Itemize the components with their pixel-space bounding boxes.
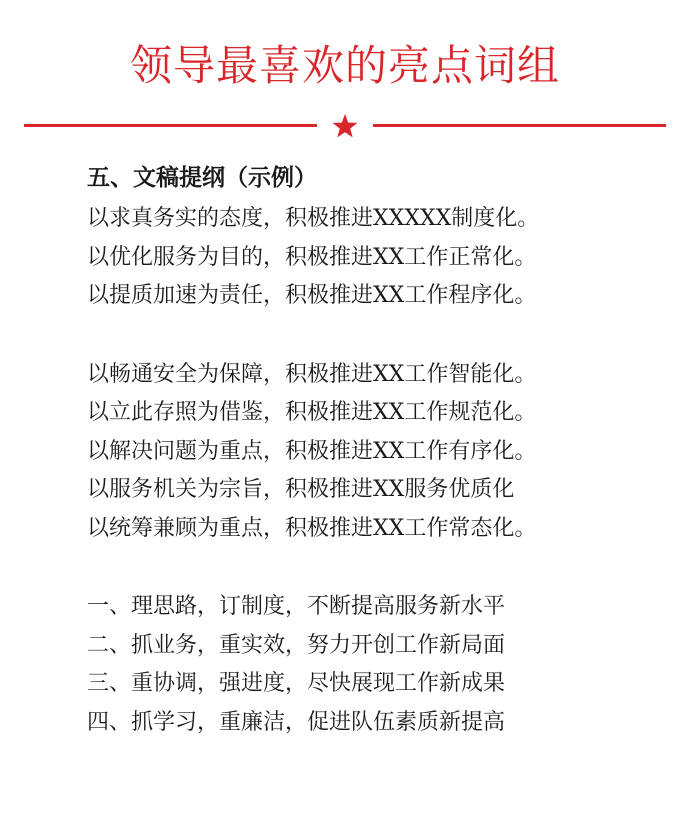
outline-content — [87, 160, 667, 742]
star-icon — [332, 113, 358, 139]
section-heading: 五、文稿提纲（示例） — [87, 164, 317, 191]
divider-line-left — [24, 124, 317, 127]
title-divider — [24, 115, 666, 137]
phrase-line: 以立此存照为借鉴，积极推进XX工作规范化。 — [87, 400, 537, 425]
page-title: 领导最喜欢的亮点词组 — [129, 41, 560, 90]
phrase-line: 以提质加速为责任，积极推进XX工作程序化。 — [87, 283, 537, 308]
divider-line-right — [373, 124, 666, 127]
outline-line: 四、抓学习，重廉洁，促进队伍素质新提高 — [87, 709, 506, 735]
phrase-line: 以优化服务为目的，积极推进XX工作正常化。 — [87, 244, 537, 270]
group-spacer — [87, 316, 667, 356]
phrase-line: 以求真务实的态度，积极推进XXXXX制度化。 — [87, 206, 540, 231]
phrase-line: 以服务机关为宗旨，积极推进XX服务优质化 — [87, 477, 515, 502]
phrase-group-2 — [87, 356, 667, 549]
group-spacer — [87, 548, 667, 588]
outline-line: 一、理思路，订制度，不断提高服务新水平 — [87, 594, 506, 619]
phrase-group-3 — [87, 588, 667, 742]
outline-line: 二、抓业务，重实效，努力开创工作新局面 — [87, 632, 506, 658]
phrase-line: 以统筹兼顾为重点，积极推进XX工作常态化。 — [87, 515, 537, 541]
phrase-line: 以畅通安全为保障，积极推进XX工作智能化。 — [87, 361, 537, 387]
phrase-group-1 — [87, 200, 667, 316]
outline-line: 三、重协调，强进度，尽快展现工作新成果 — [87, 671, 506, 696]
phrase-line: 以解决问题为重点，积极推进XX工作有序化。 — [87, 438, 537, 464]
